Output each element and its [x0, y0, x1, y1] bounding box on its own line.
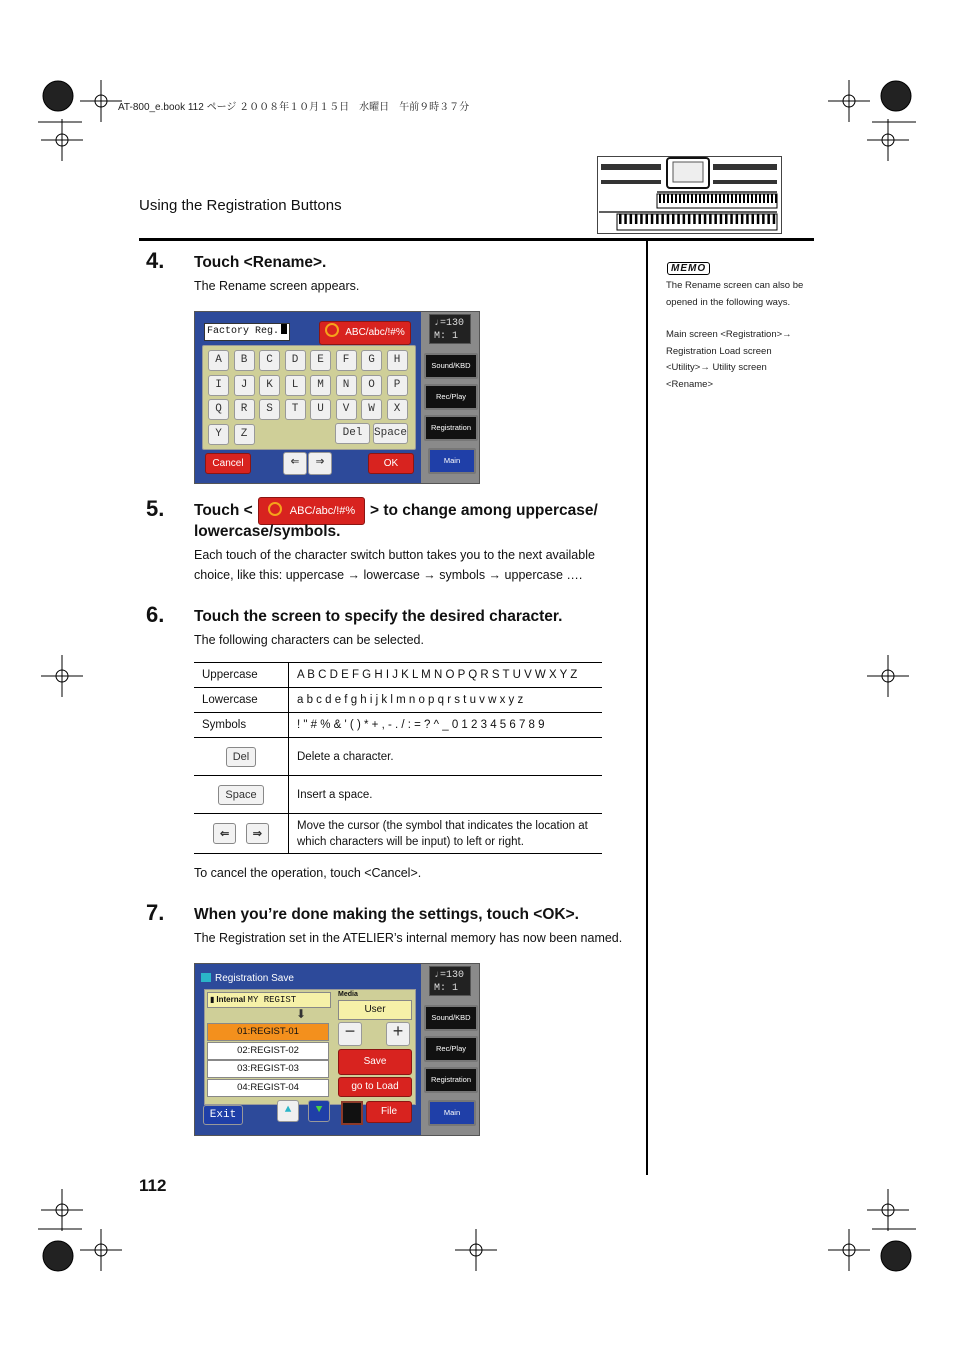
name-field[interactable] — [204, 323, 290, 341]
key-k[interactable]: K — [259, 375, 280, 396]
tempo-display — [429, 314, 471, 344]
switch-arrows-icon — [268, 502, 282, 516]
minus-button[interactable]: − — [338, 1022, 362, 1046]
row-value: ! " # % & ' ( ) * + , - . / : = ? ^ _ 0 1 2 3 4 5 6 7 8 9 — [289, 713, 603, 738]
table-row — [194, 713, 602, 738]
sound-kbd-button[interactable]: Sound/KBD — [424, 1005, 478, 1031]
step-5-number: 5. — [146, 496, 165, 521]
key-n[interactable]: N — [336, 375, 357, 396]
registration-list-item[interactable]: 01:REGIST-01 — [207, 1023, 329, 1041]
key-o[interactable]: O — [361, 375, 382, 396]
step-4-number: 4. — [146, 248, 165, 273]
media-label: Media — [338, 991, 358, 998]
del-description: Delete a character. — [289, 738, 603, 776]
rec-play-button[interactable]: Rec/Play — [424, 384, 478, 410]
table-row — [194, 663, 602, 688]
internal-label: Internal — [216, 995, 246, 1004]
key-i[interactable]: I — [208, 375, 229, 396]
registration-save-screen — [194, 963, 480, 1136]
row-label: Symbols — [194, 713, 289, 738]
tempo-display — [429, 966, 471, 996]
row-value: A B C D E F G H I J K L M N O P Q R S T U V W X Y Z — [289, 663, 603, 688]
cursor-block — [281, 324, 287, 334]
space-description: Insert a space. — [289, 776, 603, 814]
internal-name-field — [207, 992, 331, 1008]
key-e[interactable]: E — [310, 350, 331, 371]
key-c[interactable]: C — [259, 350, 280, 371]
registration-button[interactable]: Registration — [424, 1067, 478, 1093]
section-title: Using the Registration Buttons — [139, 197, 342, 214]
step-4-title: Touch <Rename>. — [194, 254, 327, 271]
registration-icon — [201, 973, 211, 982]
measure-value: M: 1 — [434, 331, 459, 342]
switch-arrows-icon — [325, 323, 339, 337]
tempo-value: ♩=130 — [434, 970, 465, 981]
del-cell — [194, 738, 289, 776]
char-switch-button[interactable] — [319, 321, 411, 345]
down-arrow-icon: ⬇ — [296, 1007, 307, 1021]
media-value[interactable]: User — [338, 1000, 412, 1020]
pause-icon: ▮ — [210, 995, 215, 1004]
scroll-up-button[interactable]: ▲ — [277, 1100, 299, 1122]
registration-button[interactable]: Registration — [424, 415, 478, 441]
organ-panel-thumbnail — [597, 156, 782, 234]
key-t[interactable]: T — [285, 399, 306, 420]
step-6-number: 6. — [146, 602, 165, 627]
arrow-right-icon: ⇒ — [246, 823, 269, 844]
cancel-button[interactable]: Cancel — [205, 453, 251, 474]
memo-line1: The Rename screen can also be — [666, 280, 804, 291]
registration-list-item[interactable]: 04:REGIST-04 — [207, 1079, 329, 1097]
inline-char-switch-button — [258, 497, 365, 525]
memo-line2: opened in the following ways. — [666, 296, 791, 308]
arrow-left-icon: ⇐ — [213, 823, 236, 844]
key-x[interactable]: X — [387, 399, 408, 420]
del-key[interactable]: Del — [335, 423, 370, 444]
memo-path1-b: Registration Load screen — [666, 345, 772, 357]
measure-value: M: 1 — [434, 983, 459, 994]
name-field-text: Factory Reg. — [207, 326, 280, 337]
save-button[interactable]: Save — [338, 1049, 412, 1075]
rec-play-button[interactable]: Rec/Play — [424, 1036, 478, 1062]
memo-path1-a: Main screen <Registration>→ — [666, 329, 792, 340]
key-m[interactable]: M — [310, 375, 331, 396]
cursor-left-button[interactable]: ⇐ — [283, 452, 307, 475]
space-button-image: Space — [218, 785, 263, 805]
main-button[interactable]: Main — [428, 448, 476, 474]
rename-screen — [194, 311, 480, 484]
key-v[interactable]: V — [336, 399, 357, 420]
sound-kbd-button[interactable]: Sound/KBD — [424, 353, 478, 379]
plus-button[interactable]: + — [386, 1022, 410, 1046]
table-row — [194, 814, 602, 854]
cursor-desc-line2: which characters will be input) to left or right. — [297, 835, 524, 848]
step-7-number: 7. — [146, 900, 165, 925]
save-title: Registration Save — [215, 973, 294, 984]
memo-path2-b: <Rename> — [666, 378, 714, 390]
key-l[interactable]: L — [285, 375, 306, 396]
key-p[interactable]: P — [387, 375, 408, 396]
key-d[interactable]: D — [285, 350, 306, 371]
step-5-title-line2: lowercase/symbols. — [194, 523, 341, 540]
del-button-image: Del — [226, 747, 257, 767]
ok-button[interactable]: OK — [368, 453, 414, 474]
char-switch-label: ABC/abc/!#% — [345, 327, 405, 338]
table-row — [194, 688, 602, 713]
space-key[interactable]: Space — [373, 423, 408, 444]
key-g[interactable]: G — [361, 350, 382, 371]
scroll-down-button[interactable]: ▼ — [308, 1100, 330, 1122]
memo-path2-a: <Utility>→ Utility screen — [666, 362, 767, 373]
column-divider — [646, 240, 648, 1175]
step-5-body-line1: Each touch of the character switch button takes you to the next available — [194, 548, 595, 562]
memo-text — [666, 278, 803, 393]
cursor-cell — [194, 814, 289, 854]
key-s[interactable]: S — [259, 399, 280, 420]
save-title-bar — [201, 971, 411, 987]
key-r[interactable]: R — [234, 399, 255, 420]
step-7-title: When you’re done making the settings, touch <OK>. — [194, 906, 579, 923]
step-7-body: The Registration set in the ATELIER’s internal memory has now been named. — [194, 931, 623, 945]
cursor-description — [289, 814, 603, 854]
key-h[interactable]: H — [387, 350, 408, 371]
table-row — [194, 738, 602, 776]
key-q[interactable]: Q — [208, 399, 229, 420]
file-icon[interactable] — [341, 1101, 363, 1125]
print-header: AT-800_e.book 112 ページ ２００８年１０月１５日 水曜日 午前９時３７分 — [118, 102, 470, 113]
character-table — [194, 662, 602, 854]
cancel-note: To cancel the operation, touch <Cancel>. — [194, 866, 422, 880]
key-f[interactable]: F — [336, 350, 357, 371]
step-5-body-line2: choice, like this: uppercase → lowercase → symbols → uppercase …. — [194, 568, 583, 582]
table-row — [194, 776, 602, 814]
step-4-body: The Rename screen appears. — [194, 279, 360, 293]
key-a[interactable]: A — [208, 350, 229, 371]
step-5-title-suffix: > to change among uppercase/ — [370, 502, 598, 519]
main-button[interactable]: Main — [428, 1100, 476, 1126]
internal-name: MY REGIST — [247, 995, 297, 1005]
row-label: Uppercase — [194, 663, 289, 688]
tempo-value: ♩=130 — [434, 318, 465, 329]
file-button[interactable]: File — [366, 1101, 412, 1123]
step-6-title: Touch the screen to specify the desired character. — [194, 608, 563, 625]
go-to-load-button[interactable]: go to Load — [338, 1077, 412, 1097]
inline-switch-label: ABC/abc/!#% — [289, 505, 356, 517]
row-label: Lowercase — [194, 688, 289, 713]
row-value: a b c d e f g h i j k l m n o p q r s t u v w x y z — [289, 688, 603, 713]
cursor-desc-line1: Move the cursor (the symbol that indicates the location at — [297, 819, 588, 832]
step-6-body: The following characters can be selected. — [194, 633, 424, 647]
key-j[interactable]: J — [234, 375, 255, 396]
page-number: 112 — [139, 1176, 167, 1195]
key-z[interactable]: Z — [234, 424, 255, 445]
registration-list-item[interactable]: 02:REGIST-02 — [207, 1042, 329, 1060]
key-y[interactable]: Y — [208, 424, 229, 445]
exit-button[interactable]: Exit — [203, 1105, 243, 1125]
memo-badge: MEMO — [667, 262, 710, 275]
key-b[interactable]: B — [234, 350, 255, 371]
cursor-right-button[interactable]: ⇒ — [308, 452, 332, 475]
key-w[interactable]: W — [361, 399, 382, 420]
top-rule — [139, 238, 814, 241]
step-5-title-prefix: Touch < — [194, 502, 253, 519]
space-cell — [194, 776, 289, 814]
key-u[interactable]: U — [310, 399, 331, 420]
registration-list-item[interactable]: 03:REGIST-03 — [207, 1060, 329, 1078]
